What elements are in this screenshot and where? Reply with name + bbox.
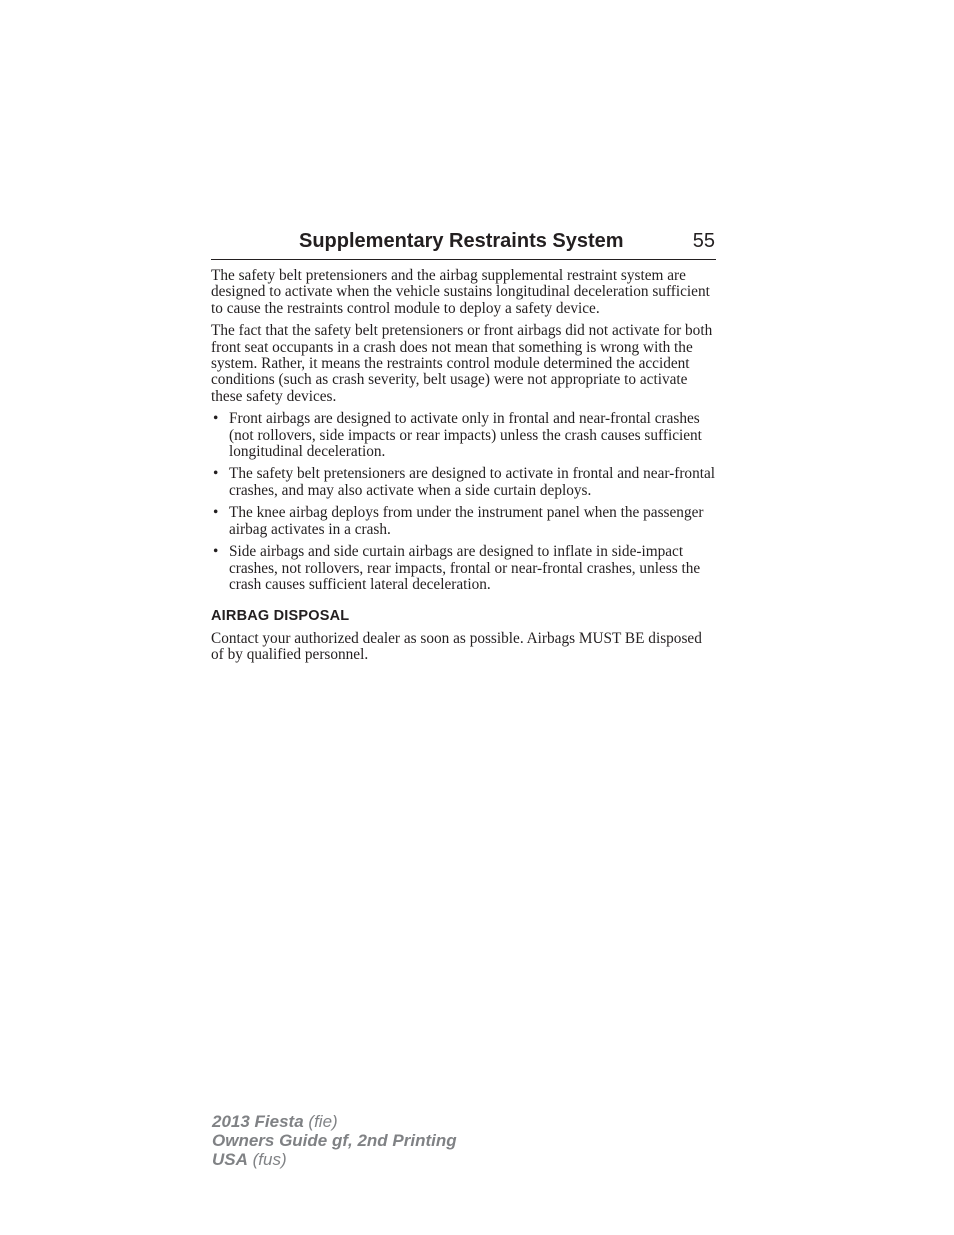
list-item-text: The knee airbag deploys from under the instrument panel when the passenger airbag activates in a crash. xyxy=(229,504,704,538)
footer-model: 2013 Fiesta xyxy=(212,1112,304,1131)
list-item xyxy=(211,505,716,538)
page-number: 55 xyxy=(692,230,715,252)
airbag-disposal-text: Contact your authorized dealer as soon as possible. Airbags MUST BE disposed of by qualified personnel. xyxy=(211,629,702,664)
bullet-icon: • xyxy=(213,504,219,522)
bullet-icon: • xyxy=(213,465,219,483)
paragraph-activation: The fact that the safety belt pretensioners or front airbags did not activate for both front seat occupants in a crash does not mean that something is wrong with the system. Rather, it means the restraints control module determined the accident conditions (such as crash severity, belt usage) were not appropriate to activate these safety devices. xyxy=(211,322,713,405)
list-item xyxy=(211,411,716,460)
list-item-text: The safety belt pretensioners are designed to activate in frontal and near-frontal crashes, and may also activate when a side curtain deploys. xyxy=(229,465,716,499)
list-item-text: Front airbags are designed to activate only in frontal and near-frontal crashes (not rollovers, side impacts or rear impacts) unless the crash causes sufficient longitudinal deceleration. xyxy=(229,410,702,461)
footer-market-line xyxy=(212,1150,457,1169)
bullet-icon: • xyxy=(213,543,219,561)
document-footer xyxy=(212,1112,457,1169)
footer-market: USA xyxy=(212,1150,248,1169)
airbag-disposal-heading: AIRBAG DISPOSAL xyxy=(211,608,350,625)
page-header xyxy=(211,228,716,260)
list-item xyxy=(211,544,716,593)
footer-model-line xyxy=(212,1112,457,1131)
footer-guide: Owners Guide gf, 2nd Printing xyxy=(212,1131,457,1150)
paragraph-pretensioners: The safety belt pretensioners and the airbag supplemental restraint system are designed to activate when the vehicle sustains longitudinal deceleration sufficient to cause the restraints control module to deploy a safety device. xyxy=(211,267,710,317)
bullet-icon: • xyxy=(213,410,219,428)
section-title: Supplementary Restraints System xyxy=(299,230,624,252)
bullet-list xyxy=(211,411,716,593)
list-item xyxy=(211,466,716,499)
main-content xyxy=(211,268,716,670)
list-item-text: Side airbags and side curtain airbags are designed to inflate in side-impact crashes, not rollovers, rear impacts, frontal or near-frontal crashes, unless the crash causes sufficient lateral deceleration. xyxy=(229,543,701,593)
footer-model-code: (fie) xyxy=(308,1112,338,1131)
footer-market-code: (fus) xyxy=(252,1150,287,1169)
